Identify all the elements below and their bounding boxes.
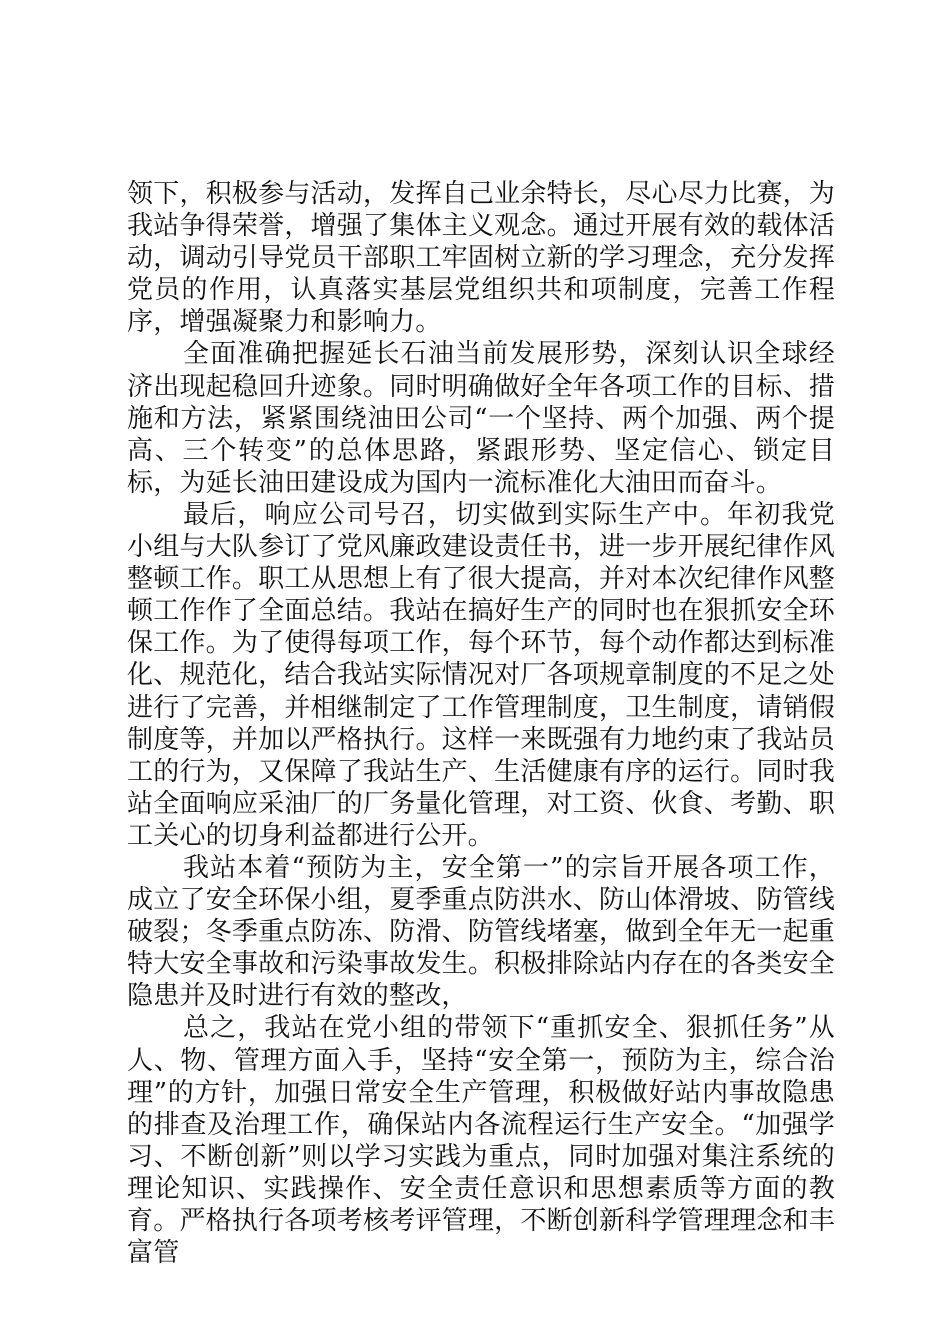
paragraph-safety-first: 我站本着“预防为主，安全第一”的宗旨开展各项工作，成立了安全环保小组，夏季重点防洪水、防山体滑坡、防管线破裂；冬季重点防冻、防滑、防管线堵塞，做到全年无一起重特大安全事故和污染事故发生。积极排除站内存在的各类安全隐患并及时进行有效的整改， — [127, 852, 835, 1012]
paragraph-development-situation: 全面准确把握延长石油当前发展形势，深刻认识全球经济出现起稳回升迹象。同时明确做好全年各项工作的目标、措施和方法，紧紧围绕油田公司“一个坚持、两个加强、两个提高、三个转变”的总体思路，紧跟形势、坚定信心、锁定目标，为延长油田建设成为国内一流标准化大油田而奋斗。 — [127, 339, 835, 498]
paragraph-summary: 总之，我站在党小组的带领下“重抓安全、狠抓任务”从人、物、管理方面入手，坚持“安全第一，预防为主，综合治理”的方针，加强日常安全生产管理，积极做好站内事故隐患的排查及治理工作，确保站内各流程运行生产安全。“加强学习、不断创新”则以学习实践为重点，同时加强对集注系统的理论知识、实践操作、安全责任意识和思想素质等方面的教育。严格执行各项考核考评管理，不断创新科学管理理念和丰富管 — [127, 1013, 835, 1269]
paragraph-continuation: 领下，积极参与活动，发挥自己业余特长，尽心尽力比赛，为我站争得荣誉，增强了集体主义观念。通过开展有效的载体活动，调动引导党员干部职工牢固树立新的学习理念，充分发挥党员的作用，认真落实基层党组织共和项制度，完善工作程序，增强凝聚力和影响力。 — [127, 179, 835, 338]
document-body — [127, 178, 835, 1269]
paragraph-company-call: 最后，响应公司号召，切实做到实际生产中。年初我党小组与大队参订了党风廉政建设责任书，进一步开展纪律作风整顿工作。职工从思想上有了很大提高，并对本次纪律作风整顿工作作了全面总结。我站在搞好生产的同时也在狠抓安全环保工作。为了使得每项工作，每个环节，每个动作都达到标准化、规范化，结合我站实际情况对厂各项规章制度的不足之处进行了完善，并相继制定了工作管理制度，卫生制度，请销假制度等，并加以严格执行。这样一来既强有力地约束了我站员工的行为，又保障了我站生产、生活健康有序的运行。同时我站全面响应采油厂的厂务量化管理，对工资、伙食、考勤、职工关心的切身利益都进行公开。 — [127, 499, 835, 851]
